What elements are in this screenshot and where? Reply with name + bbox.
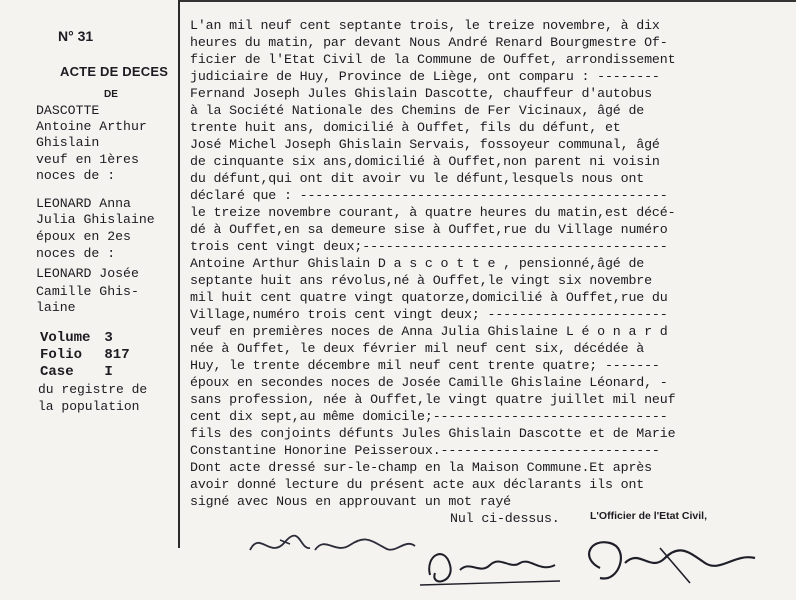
body-line: née à Ouffet, le deux février mil neuf cent six, décédée à (190, 341, 645, 356)
body-line: Huy, le trente décembre mil neuf cent trente quatre; ------- (190, 358, 660, 373)
body-line: du défunt,qui ont dit avoir vu le défunt,lesquels nous ont (190, 171, 645, 186)
body-line: de cinquante six ans,domicilié à Ouffet,non parent ni voisin (190, 154, 660, 169)
body-line: L'an mil neuf cent septante trois, le treize novembre, à dix (190, 18, 660, 33)
margin-name-line: Ghislain (36, 135, 100, 150)
body-line: Fernand Joseph Jules Ghislain Dascotte, chauffeur d'autobus (190, 86, 652, 101)
record-type-de: DE (104, 89, 118, 100)
margin-name-line: LEONARD Josée (36, 266, 139, 281)
case-label: Case (40, 364, 74, 380)
body-line: dé à Ouffet,en sa demeure sise à Ouffet,rue du Village numéro (190, 222, 668, 237)
body-line: Village,numéro trois cent vingt deux; ----------------------- (190, 307, 668, 322)
record-type-title: ACTE DE DECES (60, 64, 169, 79)
top-rule (180, 0, 796, 2)
body-line: époux en secondes noces de Josée Camille Ghislaine Léonard, - (190, 375, 668, 390)
body-line: trois cent vingt deux;--------------------------------------- (190, 239, 668, 254)
body-line: septante huit ans révolus,né à Ouffet,le vingt six novembre (190, 273, 652, 288)
margin-name-line: LEONARD Anna (36, 196, 131, 211)
margin-name-line: Julia Ghislaine (36, 212, 155, 227)
folio-value: 817 (104, 347, 130, 363)
body-line: fils des conjoints défunts Jules Ghislain Dascotte et de Marie (190, 426, 676, 441)
body-line: à la Société Nationale des Chemins de Fer Vicinaux, âgé de (190, 103, 645, 118)
body-line: José Michel Joseph Ghislain Servais, fossoyeur communal, âgé (190, 137, 660, 152)
volume-row (40, 330, 113, 346)
folio-label: Folio (40, 347, 83, 363)
declarant-signature-2 (410, 535, 580, 595)
column-divider (178, 0, 180, 548)
register-line: du registre de (38, 382, 148, 397)
body-line: judiciaire de Huy, Province de Liège, ont comparu : -------- (190, 69, 660, 84)
margin-name-line: noces de : (36, 168, 116, 183)
body-line: Nul ci-dessus. (450, 511, 560, 526)
folio-row (40, 347, 130, 363)
body-line: ficier de l'Etat Civil de la Commune de Ouffet, arrondissement (190, 52, 676, 67)
volume-value: 3 (104, 330, 113, 346)
body-line: avoir donné lecture du présent acte aux déclarants ils ont (190, 477, 645, 492)
officer-signature (570, 528, 770, 598)
body-line: sans profession, née à Ouffet,le vingt quatre juillet mil neuf (190, 392, 676, 407)
margin-name-line: Antoine Arthur (36, 119, 147, 134)
margin-name-line: noces de : (36, 246, 116, 261)
officer-caption: L'Officier de l'Etat Civil, (590, 510, 708, 522)
record-number: N° 31 (58, 28, 94, 44)
volume-label: Volume (40, 330, 91, 346)
body-line: heures du matin, par devant Nous André Renard Bourgmestre Of- (190, 35, 668, 50)
body-line: signé avec Nous en approuvant un mot rayé (190, 494, 512, 509)
body-line: mil huit cent quatre vingt quatorze,domicilié à Ouffet,rue du (190, 290, 668, 305)
margin-name-line: Camille Ghis- (36, 284, 139, 299)
margin-name-line: veuf en 1ères (36, 152, 139, 167)
body-line: Antoine Arthur Ghislain D a s c o t t e , pensionné,âgé de (190, 256, 645, 271)
margin-name-line: DASCOTTE (36, 103, 100, 118)
margin-name-line: époux en 2es (36, 229, 131, 244)
body-line: le treize novembre courant, à quatre heures du matin,est décé- (190, 205, 676, 220)
body-line: Constantine Honorine Peisseroux.---------------------------- (190, 443, 660, 458)
body-line: veuf en premières noces de Anna Julia Ghislaine L é o n a r d (190, 324, 668, 339)
body-line: cent dix sept,au même domicile;------------------------------ (190, 409, 668, 424)
register-line: la population (38, 399, 140, 414)
margin-column (0, 0, 178, 600)
case-value: I (104, 364, 113, 380)
body-line: trente huit ans, domicilié à Ouffet, fils du défunt, et (190, 120, 621, 135)
case-row (40, 364, 113, 380)
body-line: déclaré que : ----------------------------------------------- (190, 188, 668, 203)
body-line: Dont acte dressé sur-le-champ en la Maison Commune.Et après (190, 460, 652, 475)
margin-name-line: laine (36, 300, 76, 315)
